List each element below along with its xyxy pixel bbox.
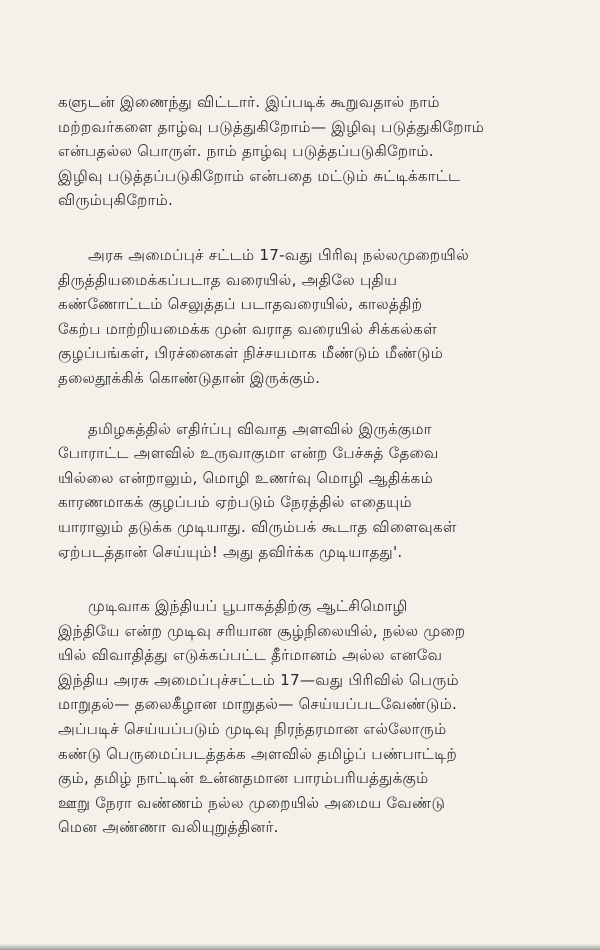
paragraph-3 xyxy=(58,417,564,565)
text-line: மாறுதல்— தலைகீழான மாறுதல்— செய்யப்படவேண்டும். xyxy=(58,695,458,714)
text-line: ஊறு நேரா வண்ணம் நல்ல முறையில் அமைய வேண்டு xyxy=(58,793,446,812)
text-line: குழப்பங்கள், பிரச்னைகள் நிச்சயமாக மீண்டும் மீண்டும் xyxy=(58,344,444,363)
paragraph-2 xyxy=(58,243,564,391)
text-line: திருத்தியமைக்கப்படாத வரையில், அதிலே புதிய xyxy=(58,270,398,289)
text-line: கேற்ப மாற்றியமைக்க முன் வராத வரையில் சிக்கல்கள் xyxy=(58,319,437,338)
text-line: மென அண்ணா வலியுறுத்தினர். xyxy=(58,818,279,837)
text-line: கண்ணோட்டம் செலுத்தப் படாதவரையில், காலத்திற் xyxy=(58,295,423,314)
text-line: தலைதூக்கிக் கொண்டுதான் இருக்கும். xyxy=(58,368,321,387)
text-line: ஏற்படத்தான் செய்யும்! அது தவிர்க்க முடியாதது'. xyxy=(58,542,403,561)
text-line: தமிழகத்தில் எதிர்ப்பு விவாத அளவில் இருக்குமா xyxy=(88,419,432,438)
text-line: இழிவு படுத்தப்படுகிறோம் என்பதை மட்டும் சுட்டிக்காட்ட xyxy=(58,166,461,185)
text-line: கண்டு பெருமைப்படத்தக்க அளவில் தமிழ்ப் பண்பாட்டிற் xyxy=(58,744,458,763)
text-line: இந்திய அரசு அமைப்புச்சட்டம் 17—வது பிரிவில் பெரும் xyxy=(58,670,459,689)
text-line: விரும்புகிறோம். xyxy=(58,191,174,210)
paragraph-1 xyxy=(58,90,564,213)
text-line: முடிவாக இந்தியப் பூபாகத்திற்கு ஆட்சிமொழி xyxy=(88,597,408,616)
text-line: யாராலும் தடுக்க முடியாது. விரும்பக் கூடாத விளைவுகள் xyxy=(58,517,457,536)
paragraph-4 xyxy=(58,594,564,840)
text-line: போராட்ட அளவில் உருவாகுமா என்ற பேச்சுத் தேவை xyxy=(58,444,439,463)
text-line: களுடன் இணைந்து விட்டார். இப்படிக் கூறுவதால் நாம் xyxy=(58,93,440,111)
text-line: இந்தியே என்ற முடிவு சரியான சூழ்நிலையில், நல்ல முறை xyxy=(58,621,466,640)
page-bottom-edge xyxy=(0,944,600,950)
text-line: யில்லை என்றாலும், மொழி உணர்வு மொழி ஆதிக்கம் xyxy=(58,468,433,487)
text-line: காரணமாகக் குழப்பம் ஏற்படும் நேரத்தில் எதையும் xyxy=(58,493,412,512)
text-line: அரசு அமைப்புச் சட்டம் 17-வது பிரிவு நல்லமுறையில் xyxy=(88,245,470,264)
text-line: மற்றவர்களை தாழ்வு படுத்துகிறோம்— இழிவு படுத்துகிறோம் xyxy=(58,117,485,136)
text-line: என்பதல்ல பொருள். நாம் தாழ்வு படுத்தப்படுகிறோம். xyxy=(58,142,434,161)
text-line: யில் விவாதித்து எடுக்கப்பட்ட தீர்மானம் அல்ல எனவே xyxy=(58,646,443,665)
text-line: அப்படிச் செய்யப்படும் முடிவு நிரந்தரமான எல்லோரும் xyxy=(58,720,447,739)
text-line: கும், தமிழ் நாட்டின் உன்னதமான பாரம்பரியத்துக்கும் xyxy=(58,769,429,788)
